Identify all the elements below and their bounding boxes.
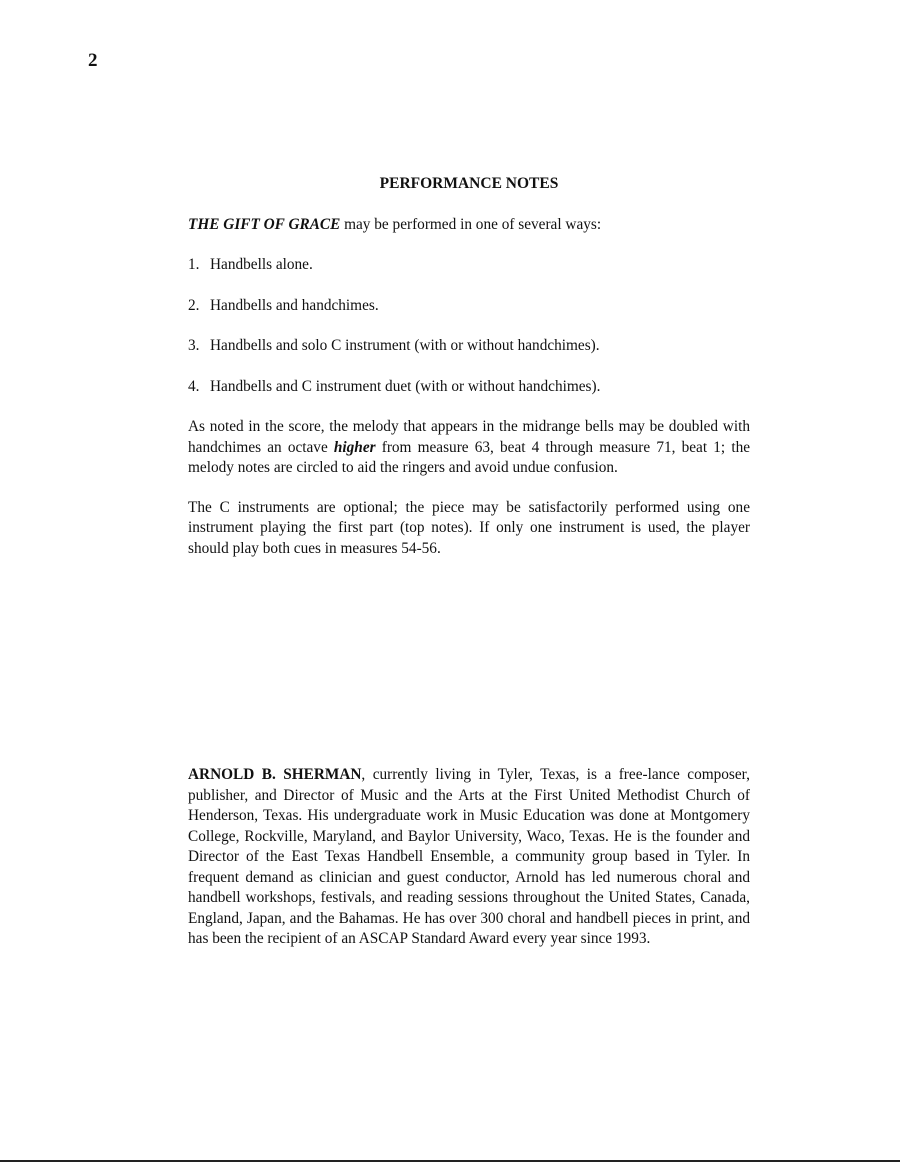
composer-name: ARNOLD B. SHERMAN	[188, 766, 362, 784]
performance-notes-section	[188, 174, 750, 578]
melody-note-paragraph	[188, 417, 750, 479]
list-item	[188, 296, 750, 317]
page-edge-line	[0, 1160, 900, 1162]
list-item-number: 3.	[188, 337, 200, 354]
list-item-text: Handbells alone.	[210, 256, 313, 273]
list-item-number: 2.	[188, 296, 200, 314]
list-item	[188, 255, 750, 276]
melody-note-after: from measure 63, beat 4 through measure 71, beat 1; the melody notes are circled to aid the ringers and avoid undue confusion.	[188, 438, 751, 476]
list-item-text: Handbells and solo C instrument (with or without handchimes).	[210, 337, 600, 354]
list-item-text: Handbells and C instrument duet (with or without handchimes).	[210, 377, 601, 395]
list-item-number: 4.	[188, 377, 200, 395]
list-item	[188, 377, 750, 398]
melody-note-before: As noted in the score, the melody that appears in the midrange bells may be doubled with handchimes an octave	[188, 418, 750, 456]
work-title: THE GIFT OF GRACE	[188, 215, 341, 233]
list-item-text: Handbells and handchimes.	[210, 296, 379, 314]
composer-bio-paragraph	[188, 765, 750, 950]
composer-bio-text: , currently living in Tyler, Texas, is a free-lance composer, publisher, and Director of Music and the Arts at the First United Methodist Church of Henderson, Texas. His undergraduate work in Music Education was done at Montgomery College, Rockville, Maryland, and Baylor University, Waco, Texas. He is the founder and Director of the East Texas Handbell Ensemble, a community group based in Tyler. In frequent demand as clinician and guest conductor, Arnold has led numerous choral and handbell workshops, festivals, and reading sessions throughout the United States, Canada, England, Japan, and the Bahamas. He has over 300 choral and handbell pieces in print, and has been the recipient of an ASCAP Standard Award every year since 1993.	[188, 766, 750, 948]
page-number: 2	[88, 50, 98, 71]
section-title: PERFORMANCE NOTES	[379, 175, 559, 192]
melody-note-emphasis: higher	[333, 438, 376, 456]
intro-text: may be performed in one of several ways:	[340, 215, 602, 233]
intro-paragraph	[188, 215, 750, 236]
instrument-note-paragraph: The C instruments are optional; the piece may be satisfactorily performed using one instrument playing the first part (top notes). If only one instrument is used, the player should play both cues in measures 54-56.	[188, 498, 750, 557]
list-item	[188, 336, 750, 357]
list-item-number: 1.	[188, 256, 200, 273]
